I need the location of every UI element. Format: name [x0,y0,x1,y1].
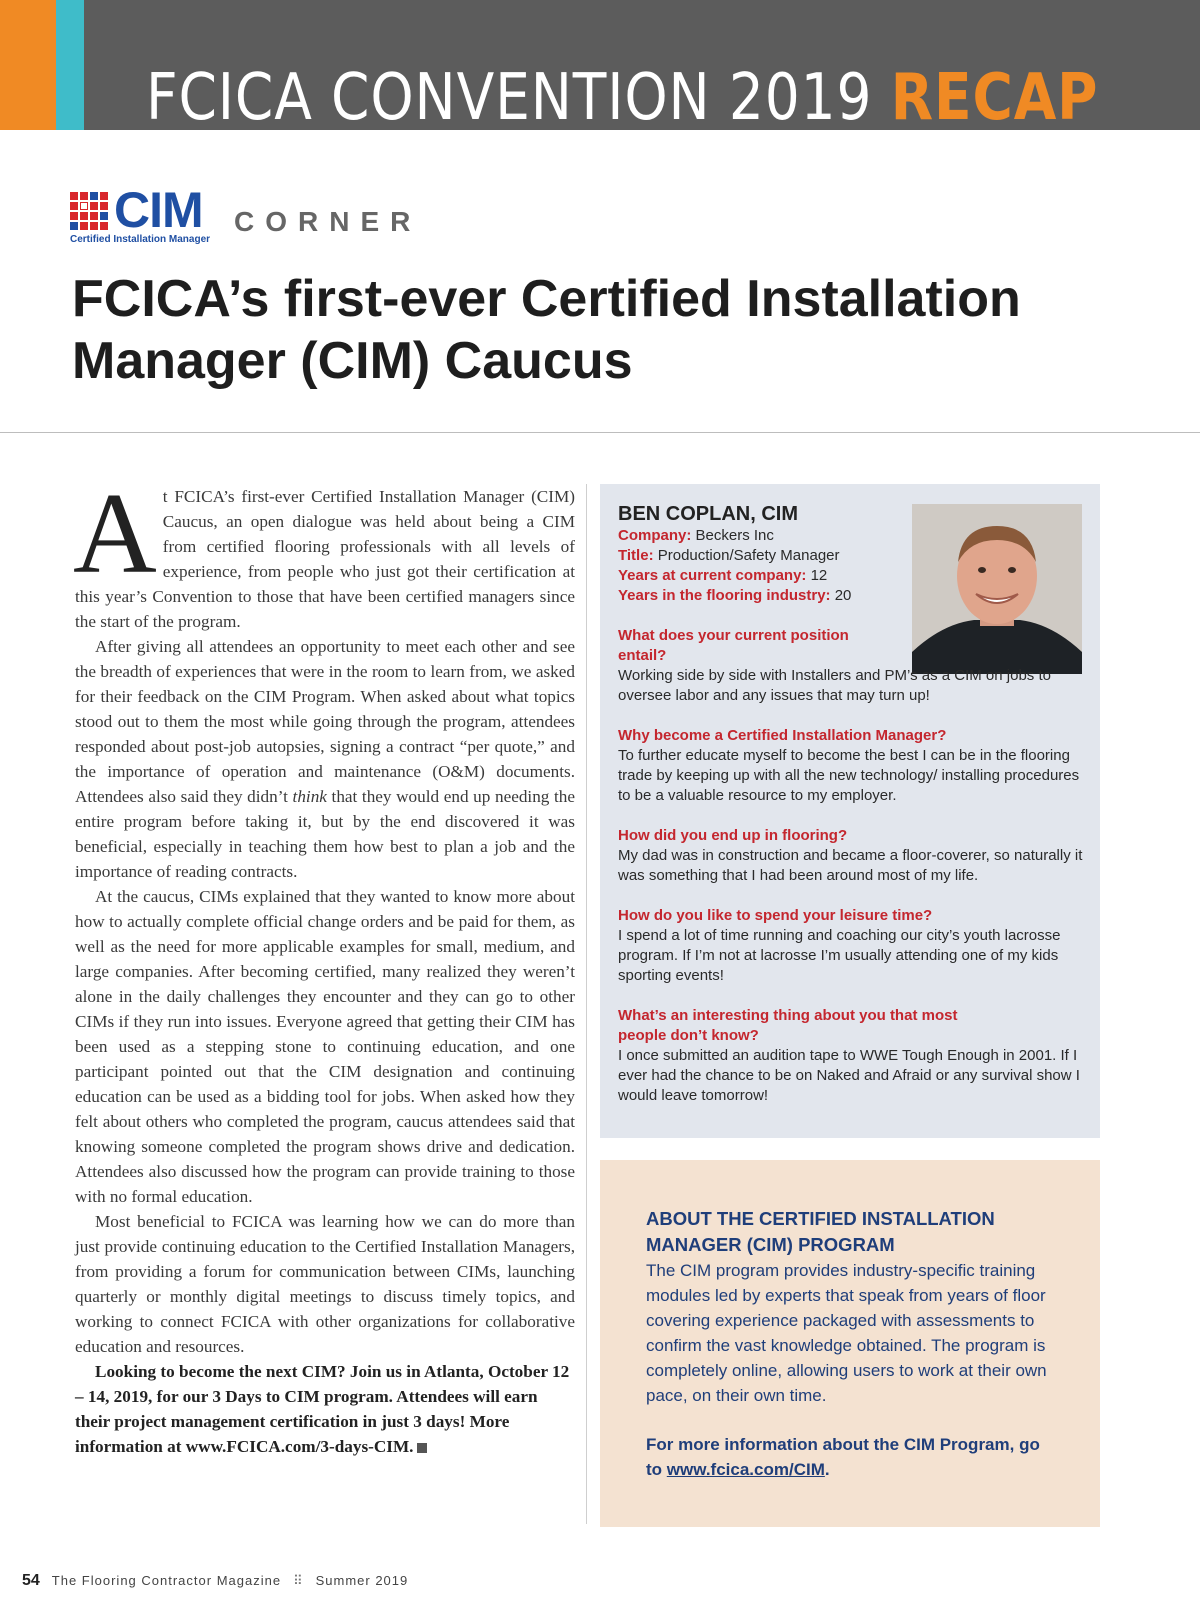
section-title-main: FCICA CONVENTION 2019 [146,61,873,135]
article-closing-text: Looking to become the next CIM? Join us in Atlanta, October 12 – 14, 2019, for our 3 Days to CIM program. Attendees will earn their project management certification in just 3 days! More information at www.FCICA.com/3-days-CIM. [75,1362,570,1456]
profile-company: Beckers Inc [695,527,774,544]
profile-question-3: How did you end up in flooring? [618,827,848,844]
article-paragraph-2-emphasis: think [292,787,327,806]
cim-logo [70,182,215,248]
magazine-name: The Flooring Contractor Magazine [51,1573,282,1588]
profile-question-4: How do you like to spend your leisure time? [618,907,933,924]
profile-name: BEN COPLAN, CIM [618,503,798,525]
profile-years-industry: 20 [834,587,852,604]
profile-years-industry-label: Years in the flooring industry: [618,587,831,604]
profile-answer-5: I once submitted an audition tape to WWE Tough Enough in 2001. If I ever had the chance to be on Naked and Afraid or any survival show I would leave tomorrow! [618,1047,1080,1104]
about-cim-more-suffix: . [824,1460,830,1479]
profile-title-label: Title: [618,547,654,564]
cim-logo-grid-icon [70,192,110,230]
profile-company-label: Company: [618,527,692,544]
profile-answer-3: My dad was in construction and became a floor-coverer, so naturally it was something that I had been around most of my life. [618,847,1083,884]
about-cim-more-info [646,1432,1056,1482]
profile-details [618,500,1086,1106]
issue-date: Summer 2019 [315,1573,409,1588]
article-body [73,470,576,1459]
about-cim-content [646,1206,1056,1482]
page-number: 54 [22,1572,40,1589]
page-footer [22,1572,408,1590]
article-paragraph-1-text: t FCICA’s first-ever Certified Installation Manager (CIM) Caucus, an open dialogue was held about being a CIM from certified flooring professionals with all levels of experience, from people who just got their certification at this year’s Convention to those that have been certified managers since the start of the program. [75,487,575,631]
about-cim-title: ABOUT THE CERTIFIED INSTALLATION MANAGER (CIM) PROGRAM [646,1208,995,1255]
article-paragraph-3: At the caucus, CIMs explained that they wanted to know more about how to actually complete official change orders and be paid for them, as well as the need for more applicable examples for small, medium, and large companies. After becoming certified, many realized they weren’t alone in the daily challenges they encounter and they can go to other CIMs if they run into issues. Everyone agreed that getting their CIM has been used as a stepping stone to continuing education, and one participant pointed out that the CIM designation and continuing education can be used as a bidding tool for jobs. When asked how they felt about others who completed the program, caucus attendees said that knowing someone completed the program shows drive and dedication. Attendees also discussed how the program can provide training to those with no formal education. [75,887,575,1206]
about-cim-more-prefix: For more information about the CIM Program, go to [646,1435,1040,1479]
headline-divider [0,432,1200,433]
article-paragraph-2 [75,634,575,884]
article-headline: FCICA’s first-ever Certified Installation Manager (CIM) Caucus [72,270,1021,390]
header-stripe-orange [0,0,56,130]
profile-title-line [618,546,1086,566]
profile-answer-2: To further educate myself to become the best I can be in the flooring trade by keeping up with all the new technology/ installing procedures to be a valuable resource to my employer. [618,747,1080,804]
profile-question-1: What does your current position entail? [618,627,849,664]
header-stripe-teal [56,0,84,130]
article-paragraph-4: Most beneficial to FCICA was learning how we can do more than just provide continuing education to the Certified Installation Managers, from providing a forum for communication between CIMs, launching quarterly or monthly digital meetings to discuss timely topics, and working to connect FCICA with other organizations for collaborative education and resources. [75,1212,575,1356]
section-title [146,62,1098,134]
section-title-accent: RECAP [890,61,1099,135]
profile-years-company-line [618,566,1086,586]
about-cim-box [600,1160,1100,1527]
profile-question-2: Why become a Certified Installation Manager? [618,727,947,744]
about-cim-body: The CIM program provides industry-specific training modules led by experts that speak from years of floor covering experience packaged with assessments to confirm the vast knowledge obtained. The program is completely online, allowing users to work at their own pace, on their own time. [646,1261,1047,1405]
corner-label: CORNER [234,206,422,237]
profile-years-company-label: Years at current company: [618,567,807,584]
cim-logo-subtitle: Certified Installation Manager [70,234,211,245]
drop-cap: A [73,470,157,598]
profile-years-company: 12 [810,567,828,584]
end-mark-icon [417,1443,427,1453]
article-paragraph-2-text-b: that they would end up needing the entire program before taking it, but by the end discovered it was beneficial, especially in teaching them how best to plan a job and the importance of reading contracts. [75,787,576,881]
article-closing [75,1359,575,1459]
member-profile-box [600,484,1100,1138]
column-divider [586,484,587,1524]
profile-answer-1: Working side by side with Installers and PM’s as a CIM on jobs to oversee labor and any issues that may turn up! [618,667,1051,704]
footer-separator-icon: ⠿ [293,1573,304,1588]
profile-question-5: What’s an interesting thing about you that most people don’t know? [618,1007,958,1044]
profile-company-line [618,526,1086,546]
cim-program-link[interactable]: www.fcica.com/CIM [666,1460,825,1479]
cim-logo-word: CIM [114,182,203,238]
article-paragraph-1 [73,470,575,634]
profile-title: Production/Safety Manager [657,547,840,564]
profile-years-industry-line [618,586,1086,606]
profile-answer-4: I spend a lot of time running and coaching our city’s youth lacrosse program. If I’m not at lacrosse I’m usually attending one of my kids sporting events! [618,927,1061,984]
article-paragraph-2-text-a: After giving all attendees an opportunity to meet each other and see the breadth of experiences that were in the room to learn from, we asked for their feedback on the CIM Program. When asked about what topics stood out to them the most while going through the program, attendees responded about post-job autopsies, signing a contract “per quote,” and the importance of operation and maintenance (O&M) documents. Attendees also said they didn’t [75,637,575,806]
